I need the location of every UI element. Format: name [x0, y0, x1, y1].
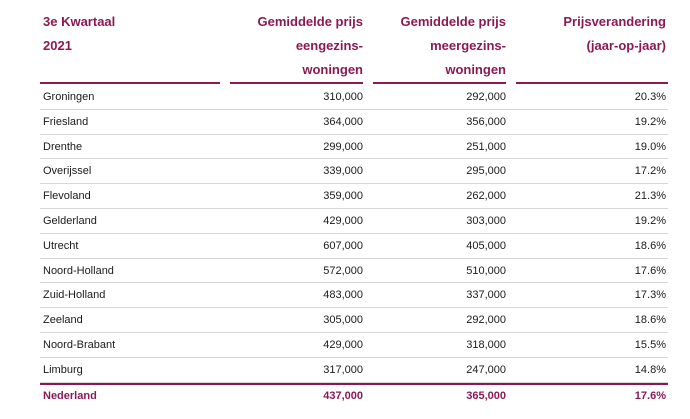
total-row [40, 386, 668, 408]
total-eengezins-price: 437,000 [323, 390, 363, 402]
table-row [40, 333, 668, 358]
table-row [40, 184, 668, 209]
province-cell: Groningen [43, 91, 95, 103]
header-meergezins-line2: meergezins- [430, 38, 506, 53]
meergezins-price-cell: 247,000 [466, 363, 506, 376]
province-cell: Utrecht [43, 239, 79, 252]
price-change-cell: 20.3% [634, 91, 666, 103]
meergezins-price-cell: 292,000 [466, 314, 506, 327]
total-label: Nederland [43, 390, 97, 402]
eengezins-price-cell: 572,000 [323, 264, 363, 277]
province-cell: Noord-Brabant [43, 338, 116, 351]
eengezins-price-cell: 339,000 [323, 165, 363, 178]
price-change-cell: 17.3% [634, 289, 666, 302]
eengezins-price-cell: 299,000 [323, 140, 363, 153]
price-change-cell: 19.2% [634, 214, 666, 227]
meergezins-price-cell: 295,000 [466, 165, 506, 178]
eengezins-price-cell: 310,000 [323, 91, 363, 103]
province-cell: Limburg [43, 363, 83, 376]
table-row [40, 283, 668, 308]
header-eengezins-line2: eengezins- [295, 38, 363, 53]
price-change-cell: 17.6% [634, 264, 666, 277]
eengezins-price-cell: 359,000 [323, 190, 363, 203]
table-row [40, 85, 668, 110]
meergezins-price-cell: 356,000 [466, 115, 506, 128]
header-eengezins-line1: Gemiddelde prijs [257, 14, 363, 29]
province-cell: Zeeland [43, 314, 83, 327]
table-row [40, 110, 668, 135]
table-body [40, 85, 668, 383]
header-quarter-line2: 2021 [43, 38, 72, 53]
table-row [40, 159, 668, 184]
housing-price-table [40, 0, 668, 402]
meergezins-price-cell: 292,000 [466, 91, 506, 103]
meergezins-price-cell: 262,000 [466, 190, 506, 203]
meergezins-price-cell: 337,000 [466, 289, 506, 302]
eengezins-price-cell: 317,000 [323, 363, 363, 376]
table-row [40, 234, 668, 259]
header-meergezins-line3: woningen [445, 62, 506, 77]
meergezins-price-cell: 318,000 [466, 338, 506, 351]
province-cell: Flevoland [43, 190, 91, 203]
eengezins-price-cell: 429,000 [323, 338, 363, 351]
meergezins-price-cell: 405,000 [466, 239, 506, 252]
eengezins-price-cell: 483,000 [323, 289, 363, 302]
province-cell: Zuid-Holland [43, 289, 106, 302]
header-meergezins-line1: Gemiddelde prijs [400, 14, 506, 29]
header-divider [373, 82, 506, 84]
header-eengezins-line3: woningen [302, 62, 363, 77]
table-row [40, 209, 668, 234]
header-quarter [43, 10, 223, 58]
header-quarter-line1: 3e Kwartaal [43, 14, 116, 29]
price-change-cell: 14.8% [634, 363, 666, 376]
total-divider [40, 383, 668, 385]
price-change-cell: 15.5% [634, 338, 666, 351]
table-row [40, 135, 668, 160]
price-change-cell: 18.6% [634, 239, 666, 252]
eengezins-price-cell: 364,000 [323, 115, 363, 128]
price-change-cell: 19.0% [634, 140, 666, 153]
province-cell: Drenthe [43, 140, 83, 153]
header-divider [516, 82, 668, 84]
price-change-cell: 21.3% [634, 190, 666, 203]
price-change-cell: 19.2% [634, 115, 666, 128]
table-row [40, 259, 668, 284]
table-row [40, 308, 668, 333]
header-price-change-line1: Prijsverandering [563, 14, 666, 29]
price-change-cell: 17.2% [634, 165, 666, 178]
province-cell: Overijssel [43, 165, 92, 178]
table-header [40, 0, 668, 85]
total-meergezins-price: 365,000 [466, 390, 506, 402]
header-price-change [516, 10, 666, 58]
meergezins-price-cell: 303,000 [466, 214, 506, 227]
province-cell: Noord-Holland [43, 264, 114, 277]
header-meergezins [373, 10, 506, 82]
header-divider [230, 82, 363, 84]
meergezins-price-cell: 251,000 [466, 140, 506, 153]
price-change-cell: 18.6% [634, 314, 666, 327]
eengezins-price-cell: 305,000 [323, 314, 363, 327]
province-cell: Gelderland [43, 214, 97, 227]
eengezins-price-cell: 429,000 [323, 214, 363, 227]
meergezins-price-cell: 510,000 [466, 264, 506, 277]
table-row [40, 358, 668, 383]
header-eengezins [230, 10, 363, 82]
province-cell: Friesland [43, 115, 89, 128]
header-price-change-line2: (jaar-op-jaar) [586, 38, 666, 53]
eengezins-price-cell: 607,000 [323, 239, 363, 252]
total-price-change: 17.6% [634, 390, 666, 402]
header-divider [40, 82, 220, 84]
